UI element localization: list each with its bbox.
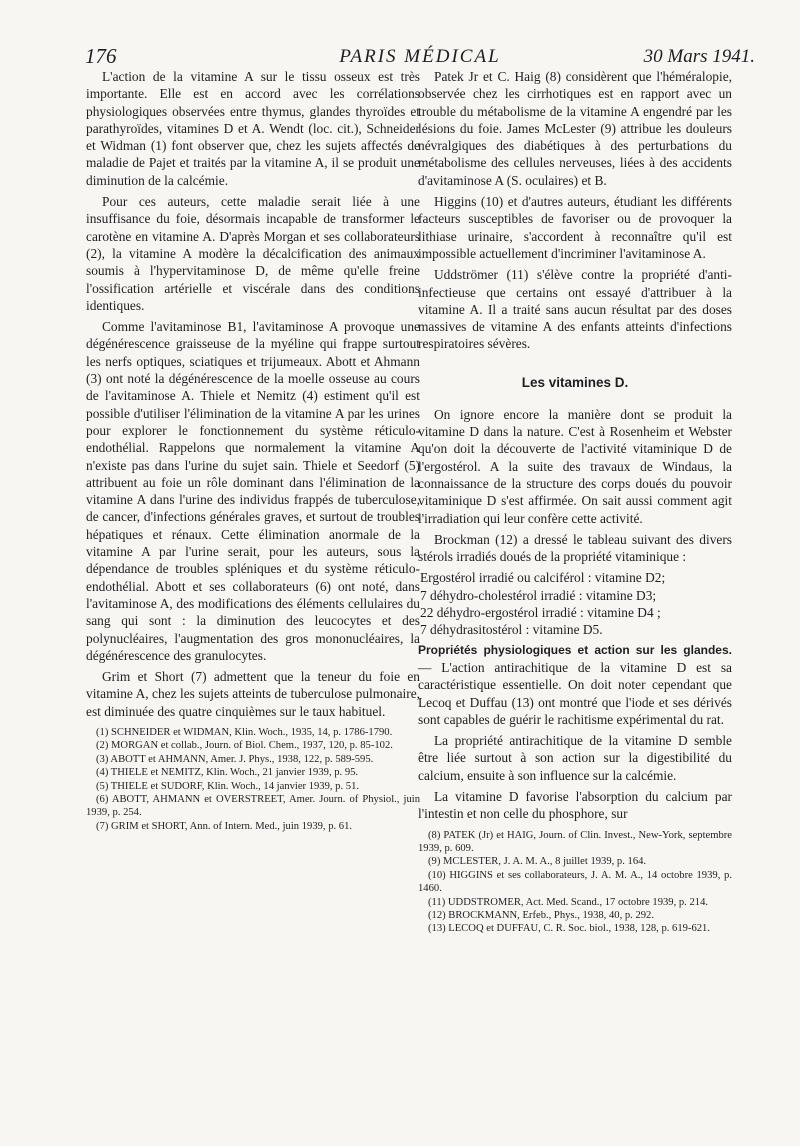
paragraph: Comme l'avitaminose B1, l'avitaminose A provoque une dégénérescence graisseuse de la myéline qui frappe surtout les nerfs optiques, sciatiques et trijumeaux. Abott et Ahmann (3) ont noté la dégénérescence de la moelle osseuse au cours de l'avitaminose A. Thiele et Nemitz (4) estiment qu'il est possible d'utiliser l'élimination de la vitamine A par les urines pour explorer le fonctionnement du système réticulo-endothélial. Rappelons que normalement la vitamine A n'existe pas dans l'urine du sujet sain. Thiele et Seedorf (5) attribuent au foie un rôle dominant dans l'élimination de la vitamine A dans l'urine des individus frappés de tuberculose, de cancer, d'infections générales graves, et surtout de troubles hépatiques et rénaux. Cette élimination anormale de la vitamine A par l'urine serait, pour les auteurs, sous la dépendance de troubles spléniques et du système réticulo-endothélial. Abott et ses collaborateurs (6) ont noté, dans l'avitaminose A, des modifications des éléments cellulaires du sang qui sont : la diminution des leucocytes et des polynucléaires, l'augmentation des gros mononucléaires, la dégénérescence des granulocytes. bbox=[86, 319, 420, 663]
footnote: (3) ABOTT et AHMANN, Amer. J. Phys., 1938, 122, p. 589-595. bbox=[96, 753, 374, 765]
footnote: (1) SCHNEIDER et WIDMAN, Klin. Woch., 1935, 14, p. 1786-1790. bbox=[96, 726, 393, 738]
footnote: (12) BROCKMANN, Erfeb., Phys., 1938, 40, p. 292. bbox=[428, 910, 654, 922]
footnote: (2) MORGAN et collab., Journ. of Biol. Chem., 1937, 120, p. 85-102. bbox=[96, 740, 393, 752]
footnotes bbox=[86, 726, 420, 833]
footnote: (9) MCLESTER, J. A. M. A., 8 juillet 1939, p. 164. bbox=[428, 856, 647, 868]
paragraph: L'action de la vitamine A sur le tissu osseux est très importante. Elle est en accord avec les corrélations physiologiques observées entre thymus, glandes thyroïdes et parathyroïdes, vitamines D et A. Wendt (loc. cit.), Schneider et Widman (1) font observer que, chez les sujets affectés de maladie de Pajet et traités par la vitamine A, il se produit une diminution de la calcémie. bbox=[86, 69, 420, 188]
list-item: 22 déhydro-ergostérol irradié : vitamine D4 ; bbox=[420, 605, 661, 621]
paragraph: Pour ces auteurs, cette maladie serait liée à une insuffisance du foie, désormais incapable de transformer le carotène en vitamine A. D'après Morgan et ses collaborateurs (2), la vitamine A modère la décalcification des animaux soumis à l'hypervitaminose D, de même qu'elle freine l'ossification artérielle et viscérale dans des conditions identiques. bbox=[86, 194, 420, 313]
paragraph: Brockman (12) a dressé le tableau suivant des divers stérols irradiés doués de la propriété vitaminique : bbox=[418, 531, 732, 565]
paragraph: Higgins (10) et d'autres auteurs, étudiant les différents facteurs susceptibles de favoriser ou de provoquer la lithiase urinaire, s'accordent à reconnaître qu'il est impossible actuellement d'incriminer l'avitaminose A. bbox=[418, 194, 732, 261]
list-item: Ergostérol irradié ou calciférol : vitamine D2; bbox=[420, 570, 666, 586]
footnote: (7) GRIM et SHORT, Ann. of Intern. Med., juin 1939, p. 61. bbox=[96, 820, 353, 832]
footnote: (10) HIGGINS et ses collaborateurs, J. A. M. A., 14 octobre 1939, p. 1460. bbox=[418, 869, 732, 895]
footnote: (5) THIELE et SUDORF, Klin. Woch., 14 janvier 1939, p. 51. bbox=[96, 780, 360, 792]
footnote: (4) THIELE et NEMITZ, Klin. Woch., 21 janvier 1939, p. 95. bbox=[96, 767, 359, 779]
list-item: 7 déhydro-cholestérol irradié : vitamine D3; bbox=[420, 587, 657, 603]
paragraph: La propriété antirachitique de la vitamine D semble être liée surtout à son action sur la digestibilité du calcium, ensuite à son influence sur la calcémie. bbox=[418, 733, 732, 783]
paragraph: Patek Jr et C. Haig (8) considèrent que l'héméralopie, observée chez les cirrhotiques est en rapport avec un trouble du métabolisme de la vitamine A engendré par les lésions du foie. James McLester (9) attribue les douleurs névralgiques des diabétiques à des perturbations du métabolisme des cellules nerveuses, liées à des accidents d'avitaminose A (S. oculaires) et B. bbox=[418, 69, 732, 188]
footnotes bbox=[418, 829, 732, 936]
paragraph: On ignore encore la manière dont se produit la vitamine D dans la nature. C'est à Rosenheim et Webster qu'on doit la découverte de l'activité vitaminique D de l'ergostérol. A la suite des travaux de Windaus, la connaissance de la structure des corps doués du pouvoir vitaminique D s'est affirmée. On sait aussi comment agit l'irradiation qui leur confère cette activité. bbox=[418, 406, 732, 526]
right-column bbox=[418, 68, 732, 936]
paragraph: La vitamine D favorise l'absorption du calcium par l'intestin et non celle du phosphore, sur bbox=[418, 788, 732, 822]
left-column bbox=[86, 68, 420, 833]
issue-date: 30 Mars 1941. bbox=[643, 46, 755, 67]
footnote: (6) ABOTT, AHMANN et OVERSTREET, Amer. Journ. of Physiol., juin 1939, p. 254. bbox=[86, 794, 420, 819]
paragraph-text: — L'action antirachitique de la vitamine D est sa caractéristique essentielle. On doit noter cependant que Lecoq et Duffau (13) ont montré que l'iode et ses dérivés sont capables de guérir le rachitisme expérimental du rat. bbox=[418, 659, 732, 727]
paragraph bbox=[418, 641, 732, 728]
sterol-list bbox=[418, 569, 732, 638]
paragraph: Uddströmer (11) s'élève contre la propriété d'anti-infectieuse que certains ont essayé d'attribuer à la vitamine A. Il a traité sans aucun résultat par des doses massives de vitamine A des enfants atteints d'infections respiratoires sévères. bbox=[418, 267, 732, 352]
footnote: (8) PATEK (Jr) et HAIG, Journ. of Clin. Invest., New-York, septembre 1939, p. 609. bbox=[418, 829, 732, 854]
section-title: Les vitamines D. bbox=[521, 374, 629, 390]
paragraph: Grim et Short (7) admettent que la teneur du foie en vitamine A, chez les sujets atteints de tuberculose pulmonaire, est diminuée des quatre cinquièmes sur le taux habituel. bbox=[86, 669, 420, 719]
list-item: 7 déhydrasitostérol : vitamine D5. bbox=[420, 622, 603, 638]
footnote: (11) UDDSTROMER, Act. Med. Scand., 17 octobre 1939, p. 214. bbox=[428, 896, 709, 908]
journal-title: PARIS MÉDICAL bbox=[339, 46, 501, 67]
page-number: 176 bbox=[85, 44, 117, 68]
footnote: (13) LECOQ et DUFFAU, C. R. Soc. biol., 1938, 128, p. 619-621. bbox=[428, 923, 711, 935]
subsection-heading: Propriétés physiologiques et action sur les glandes. bbox=[418, 642, 732, 657]
